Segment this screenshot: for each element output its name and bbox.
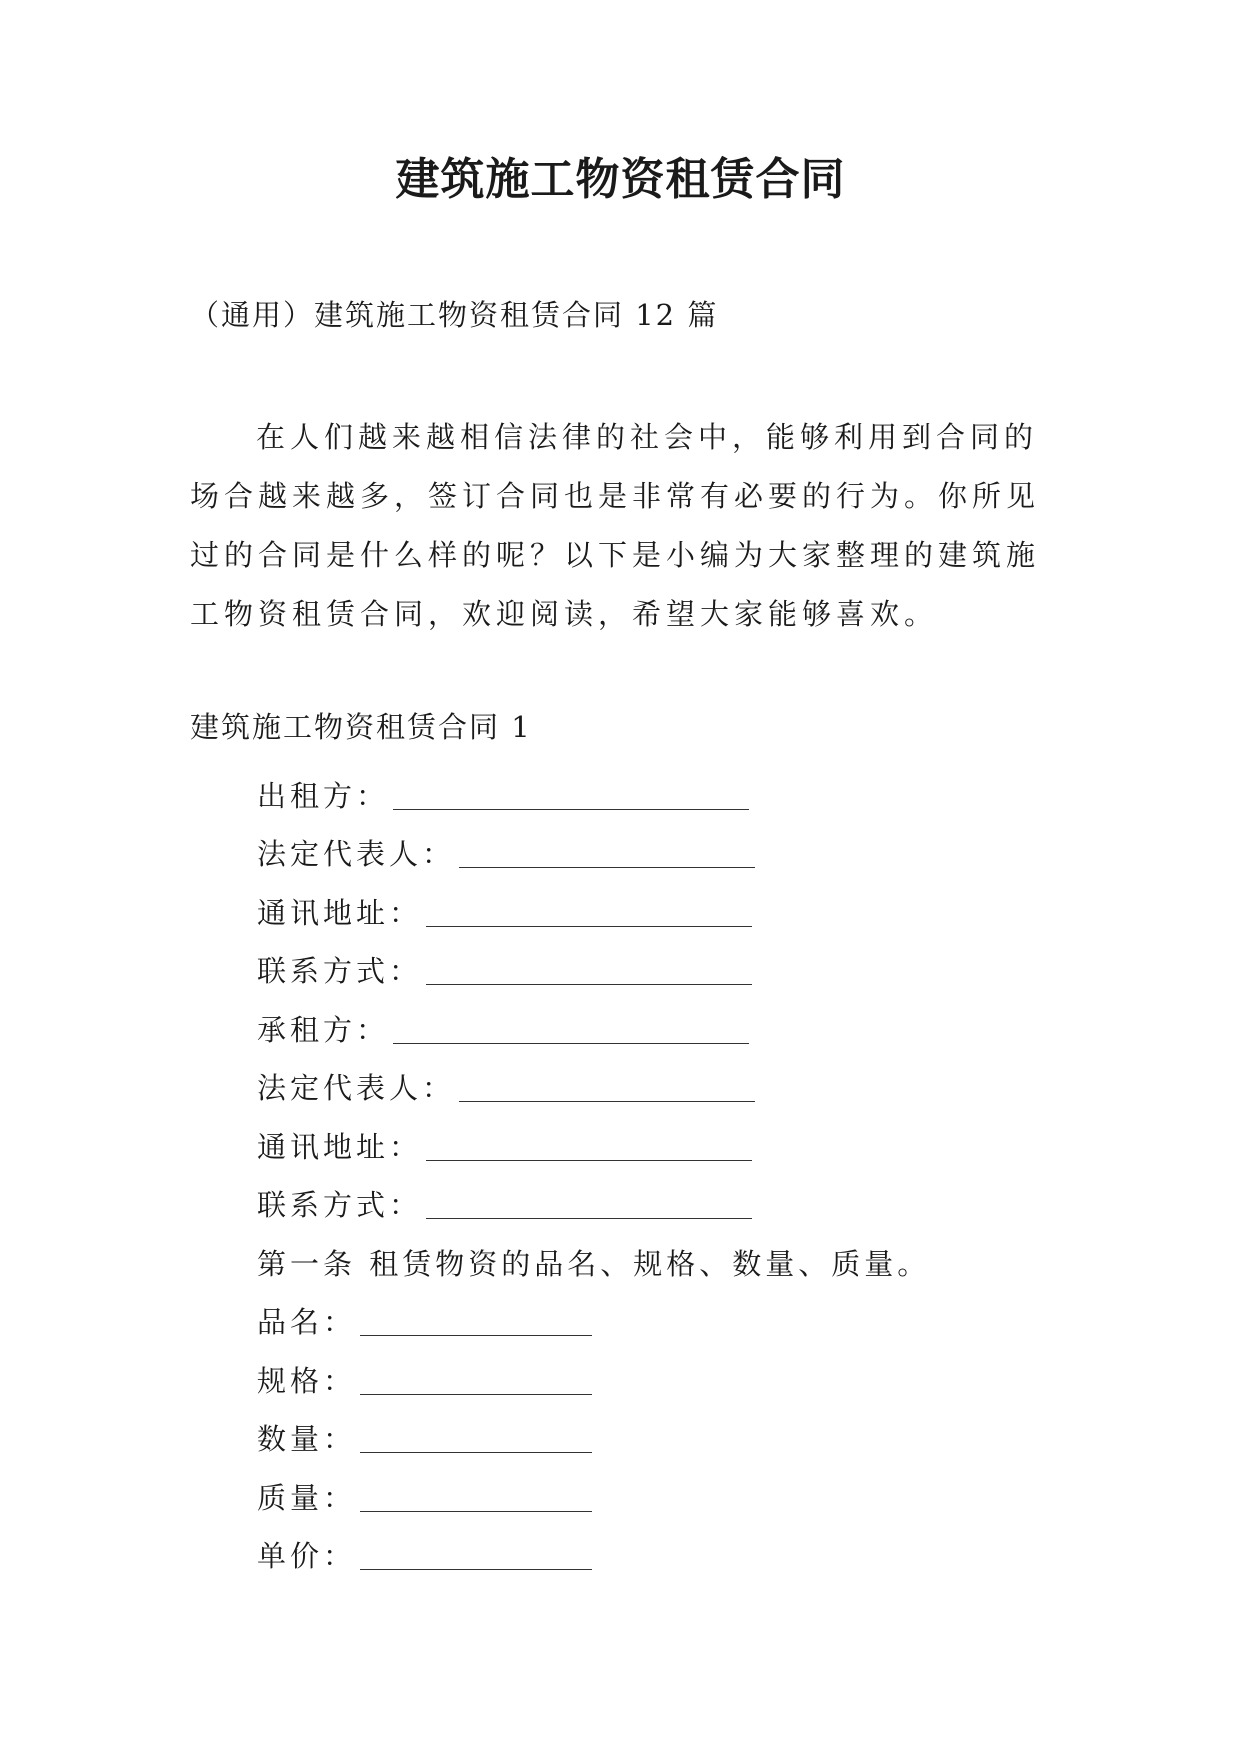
field-label: 数量： <box>257 1422 357 1457</box>
fill-in-blank[interactable] <box>393 787 749 810</box>
field-label: 法定代表人： <box>257 1071 456 1106</box>
article-one-row <box>257 1233 930 1292</box>
field-label: 质量： <box>257 1480 357 1515</box>
field-label: 单价： <box>257 1539 357 1574</box>
fill-in-blank[interactable] <box>426 1196 752 1219</box>
fill-in-blank[interactable] <box>360 1313 592 1336</box>
section-heading: 建筑施工物资租赁合同 1 <box>190 710 532 744</box>
document-title: 建筑施工物资租赁合同 <box>395 154 846 205</box>
item-spec-row <box>257 1350 930 1409</box>
document-subtitle: （通用）建筑施工物资租赁合同 12 篇 <box>190 298 719 332</box>
lessee-address-row <box>257 1116 930 1175</box>
fill-in-blank[interactable] <box>360 1372 592 1395</box>
fill-in-blank[interactable] <box>426 904 752 927</box>
fill-in-blank[interactable] <box>360 1547 592 1570</box>
fill-in-blank[interactable] <box>360 1430 592 1453</box>
fill-in-blank[interactable] <box>426 962 752 985</box>
field-label: 联系方式： <box>257 954 423 989</box>
item-price-row <box>257 1526 930 1585</box>
lessor-name-row <box>257 765 930 824</box>
intro-paragraph: 在人们越来越相信法律的社会中，能够利用到合同的场合越来越多，签订合同也是非常有必要的行为。你所见过的合同是什么样的呢？以下是小编为大家整理的建筑施工物资租赁合同，欢迎阅读，希望大家能够喜欢。 <box>190 420 1041 631</box>
fill-in-blank[interactable] <box>459 1079 755 1102</box>
field-label: 承租方： <box>257 1012 390 1047</box>
fill-in-blank[interactable] <box>426 1138 752 1161</box>
lessee-representative-row <box>257 1058 930 1117</box>
field-label: 联系方式： <box>257 1188 423 1223</box>
fill-in-blank[interactable] <box>459 845 755 868</box>
field-label: 出租方： <box>257 778 390 813</box>
fill-in-blank[interactable] <box>360 1489 592 1512</box>
lessor-representative-row <box>257 824 930 883</box>
field-label: 规格： <box>257 1363 357 1398</box>
article-one-heading: 第一条 租赁物资的品名、规格、数量、质量。 <box>257 1246 931 1281</box>
contract-fields <box>257 765 930 1584</box>
fill-in-blank[interactable] <box>393 1021 749 1044</box>
lessor-address-row <box>257 882 930 941</box>
lessee-contact-row <box>257 1175 930 1234</box>
field-label: 品名： <box>257 1305 357 1340</box>
field-label: 法定代表人： <box>257 837 456 872</box>
lessor-contact-row <box>257 941 930 1000</box>
item-name-row <box>257 1292 930 1351</box>
item-quantity-row <box>257 1409 930 1468</box>
field-label: 通讯地址： <box>257 895 423 930</box>
lessee-name-row <box>257 999 930 1058</box>
field-label: 通讯地址： <box>257 1129 423 1164</box>
item-quality-row <box>257 1467 930 1526</box>
